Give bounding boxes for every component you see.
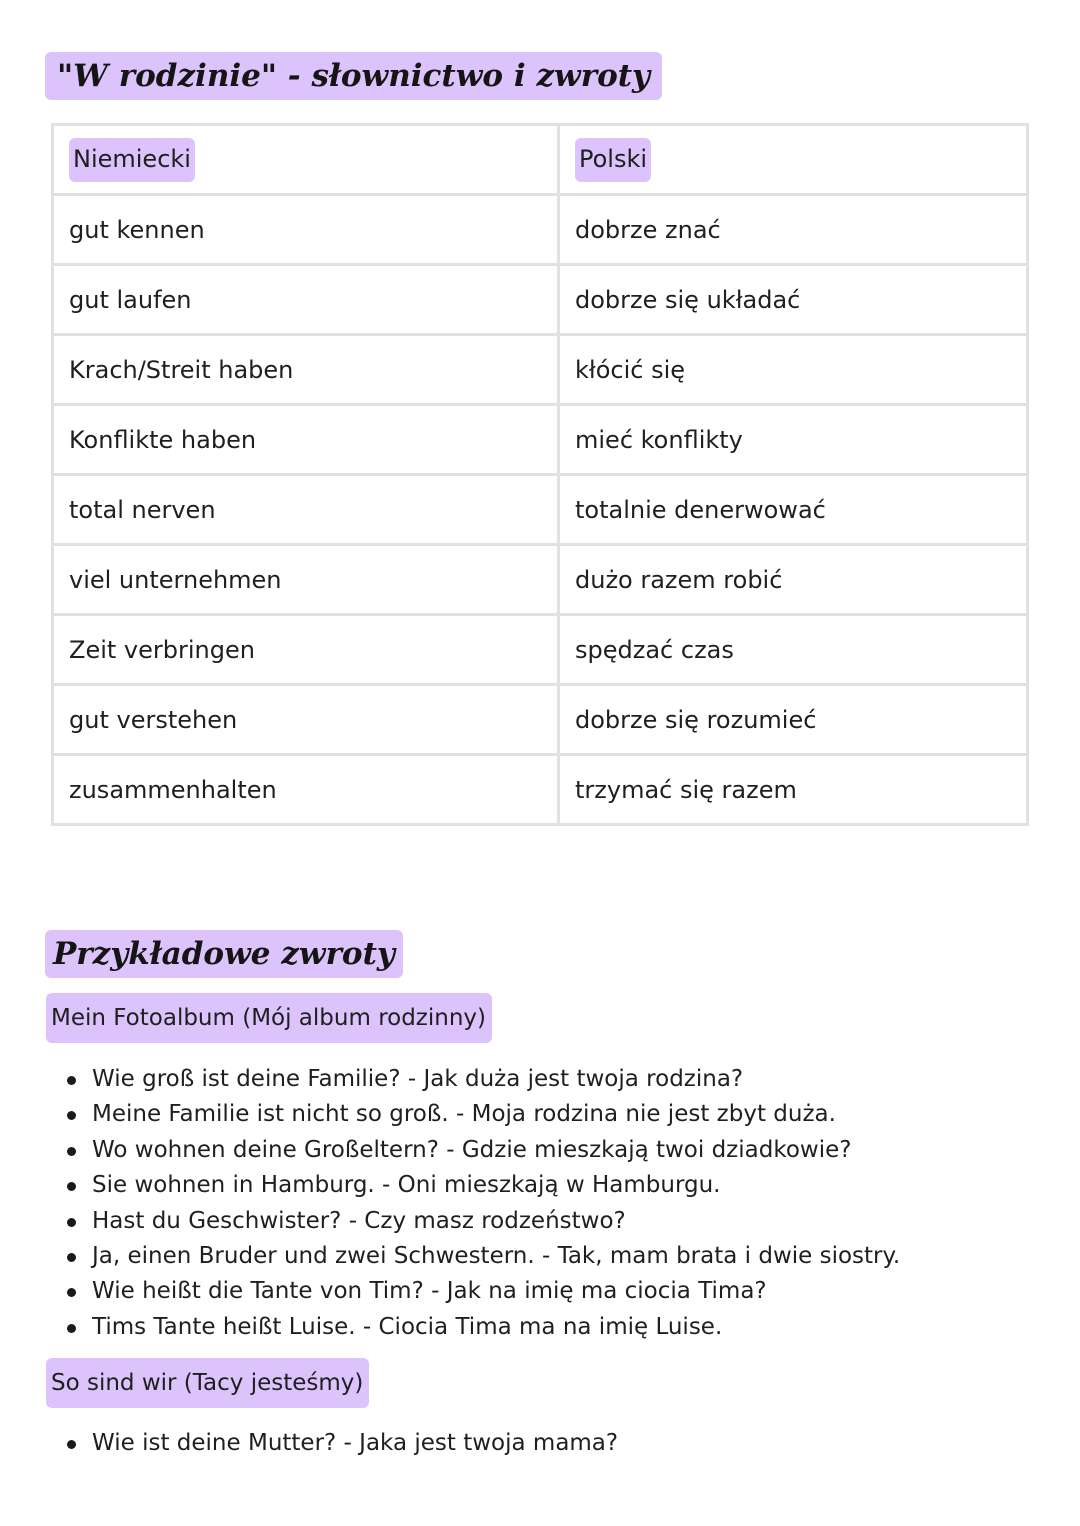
polish-term: dobrze się układać <box>559 265 1028 335</box>
polish-term: spędzać czas <box>559 615 1028 685</box>
list-item <box>60 1168 900 1203</box>
table-row <box>53 545 1028 615</box>
phrase-text: Meine Familie ist nicht so groß. - Moja rodzina nie jest zbyt duża. <box>92 1101 836 1128</box>
list-item <box>60 1274 900 1309</box>
bullet-icon <box>67 1324 76 1333</box>
polish-term: trzymać się razem <box>559 755 1028 825</box>
table-row <box>53 615 1028 685</box>
list-item <box>60 1062 900 1097</box>
phrase-text: Hast du Geschwister? - Czy masz rodzeństwo? <box>92 1207 626 1234</box>
header-cell-polish <box>559 125 1028 195</box>
bullet-icon <box>67 1288 76 1297</box>
polish-term: mieć konflikty <box>559 405 1028 475</box>
vocabulary-table <box>51 123 1029 826</box>
table-row <box>53 195 1028 265</box>
polish-term: kłócić się <box>559 335 1028 405</box>
polish-term: dobrze znać <box>559 195 1028 265</box>
phrase-text: Sie wohnen in Hamburg. - Oni mieszkają w Hamburgu. <box>92 1172 721 1199</box>
so-sind-wir-phrase-list <box>60 1426 618 1461</box>
table-row <box>53 475 1028 545</box>
table-row <box>53 335 1028 405</box>
subsection-title-so-sind-wir: So sind wir (Tacy jesteśmy) <box>46 1358 369 1408</box>
bullet-icon <box>67 1111 76 1120</box>
table-row <box>53 685 1028 755</box>
section-title-example-phrases: Przykładowe zwroty <box>45 930 403 978</box>
list-item <box>60 1426 618 1461</box>
bullet-icon <box>67 1253 76 1262</box>
german-term: gut kennen <box>53 195 559 265</box>
german-term: zusammenhalten <box>53 755 559 825</box>
bullet-icon <box>67 1440 76 1449</box>
list-item <box>60 1133 900 1168</box>
subsection-title-photo-album: Mein Fotoalbum (Mój album rodzinny) <box>46 993 492 1043</box>
german-term: total nerven <box>53 475 559 545</box>
phrase-text: Ja, einen Bruder und zwei Schwestern. - Tak, mam brata i dwie siostry. <box>92 1242 901 1269</box>
header-label-polish: Polski <box>575 138 651 182</box>
table-row <box>53 755 1028 825</box>
photo-album-phrase-list <box>60 1062 900 1345</box>
german-term: viel unternehmen <box>53 545 559 615</box>
list-item <box>60 1239 900 1274</box>
polish-term: totalnie denerwować <box>559 475 1028 545</box>
table-header-row <box>53 125 1028 195</box>
polish-term: dobrze się rozumieć <box>559 685 1028 755</box>
polish-term: dużo razem robić <box>559 545 1028 615</box>
list-item <box>60 1097 900 1132</box>
table-row <box>53 265 1028 335</box>
header-label-german: Niemiecki <box>69 138 195 182</box>
bullet-icon <box>67 1182 76 1191</box>
list-item <box>60 1204 900 1239</box>
header-cell-german <box>53 125 559 195</box>
page-title: "W rodzinie" - słownictwo i zwroty <box>45 52 662 100</box>
german-term: Konflikte haben <box>53 405 559 475</box>
german-term: Krach/Streit haben <box>53 335 559 405</box>
bullet-icon <box>67 1076 76 1085</box>
phrase-text: Wie ist deine Mutter? - Jaka jest twoja mama? <box>92 1430 619 1456</box>
phrase-text: Wo wohnen deine Großeltern? - Gdzie mieszkają twoi dziadkowie? <box>92 1136 852 1163</box>
phrase-text: Tims Tante heißt Luise. - Ciocia Tima ma na imię Luise. <box>92 1313 723 1340</box>
phrase-text: Wie groß ist deine Familie? - Jak duża jest twoja rodzina? <box>92 1066 744 1092</box>
german-term: gut laufen <box>53 265 559 335</box>
german-term: Zeit verbringen <box>53 615 559 685</box>
bullet-icon <box>67 1147 76 1156</box>
list-item <box>60 1310 900 1345</box>
bullet-icon <box>67 1218 76 1227</box>
german-term: gut verstehen <box>53 685 559 755</box>
phrase-text: Wie heißt die Tante von Tim? - Jak na imię ma ciocia Tima? <box>92 1278 767 1305</box>
table-row <box>53 405 1028 475</box>
